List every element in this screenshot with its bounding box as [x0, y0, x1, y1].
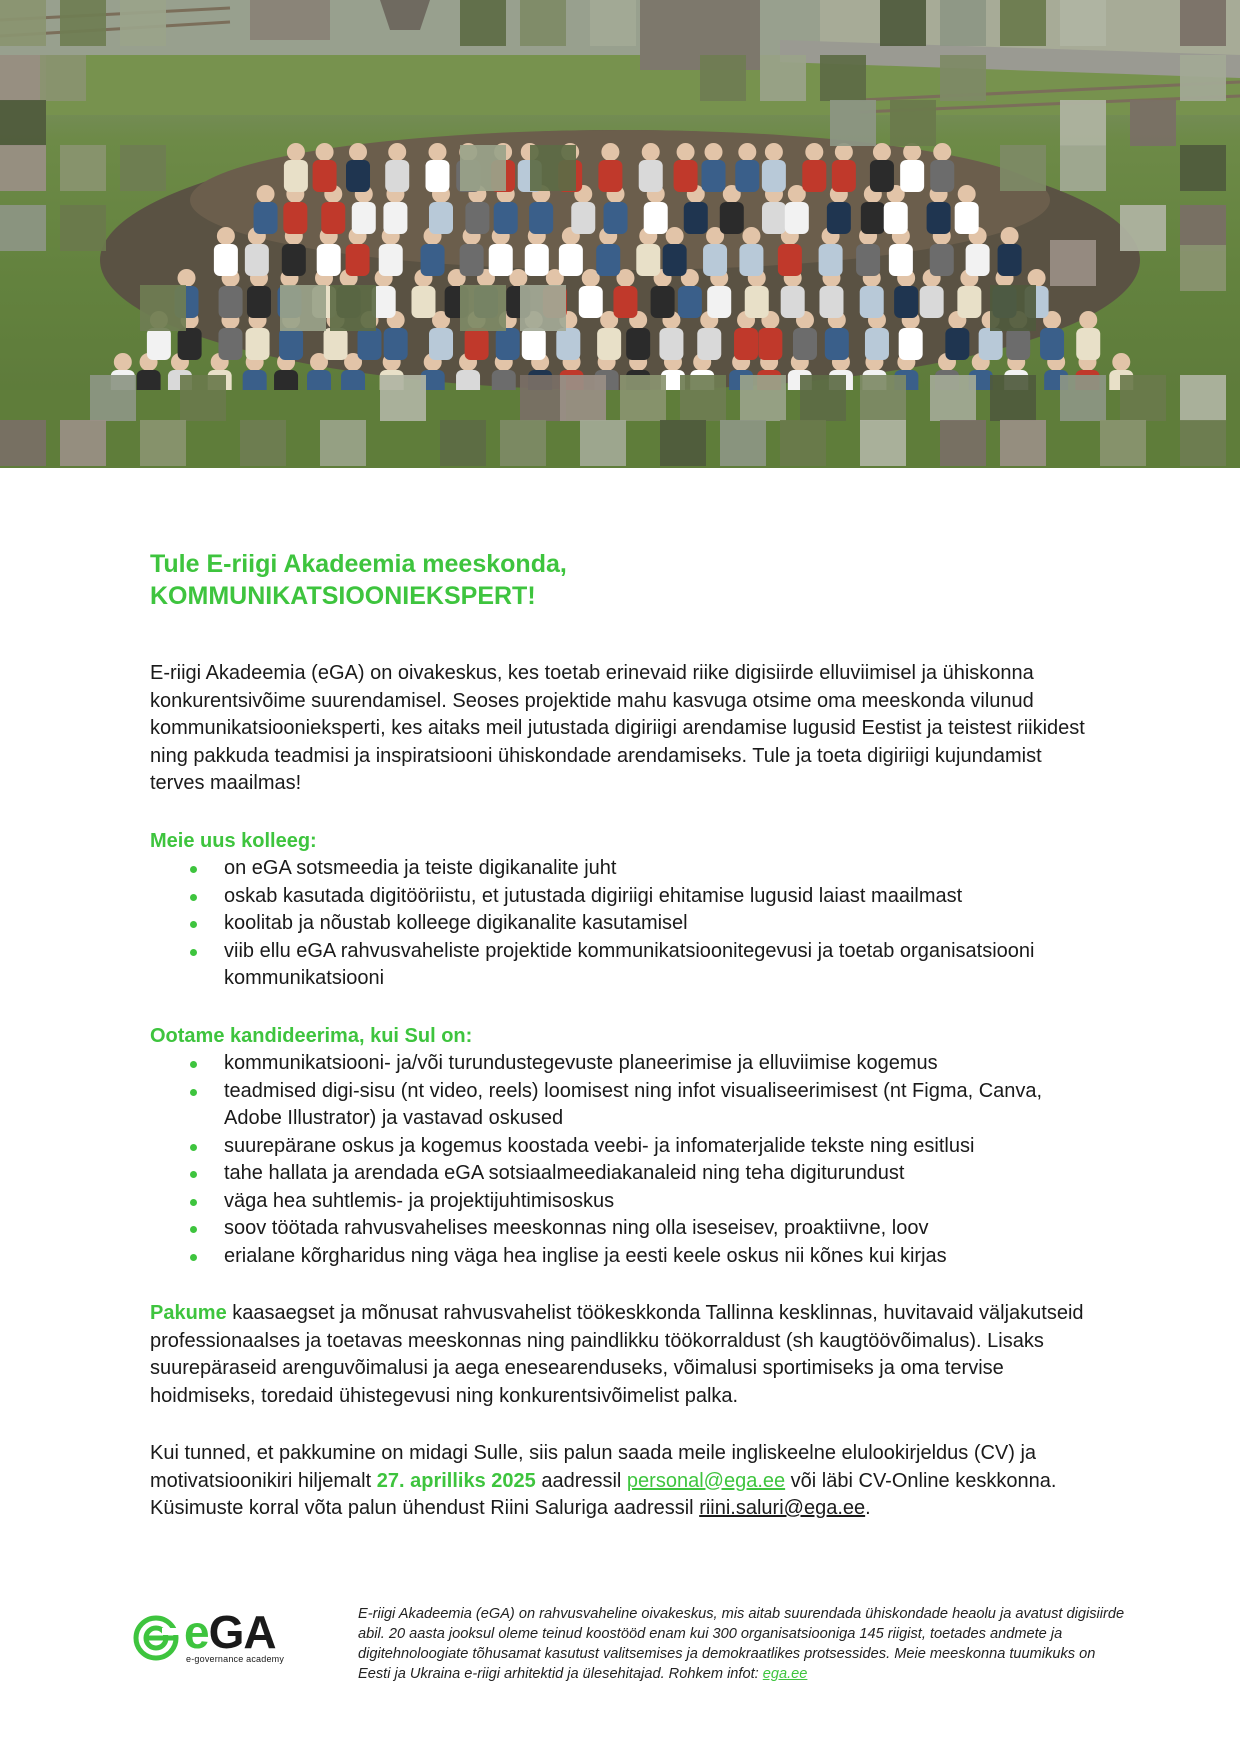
apply-paragraph	[150, 1440, 1100, 1523]
apply-text-2: aadressil	[535, 1469, 627, 1492]
list-item: tahe hallata ja arendada eGA sotsiaalmeediakanaleid ning teha digiturundust	[150, 1160, 1100, 1188]
title-line-2: KOMMUNIKATSIOONIEKSPERT!	[150, 582, 536, 610]
footer-text: E-riigi Akadeemia (eGA) on rahvusvaheline oivakeskus, mis aitab suurendada ühiskondade heaolu ja avatust digisiirde abil. 20 aasta jooksul oleme teinud koostööd enam kui 300 organisatsiooniga 145 riigist, toetades andmete ja digitehnoloogiate tõhusamat kasutust valitsemises ja demokraatlikes protsessides. Meie meeskonna tuumikuks on Eesti ja Ukraina e-riigi arhitektid ja ülesehitajad. Rohkem infot:	[358, 1606, 1125, 1682]
list-item: oskab kasutada digitööriistu, et jutustada digiriigi ehitamise lugusid laiast maailmast	[150, 883, 1100, 911]
hero-photo	[0, 0, 1240, 468]
ega-logo-icon	[132, 1614, 180, 1662]
apply-text-1: Kui tunned, et pakkumine on midagi Sulle, siis palun saada meile ingliskeelne elulookirjeldus (CV) ja motivatsioonikiri hiljemalt	[150, 1442, 1037, 1492]
footer-about	[358, 1604, 1128, 1684]
logo-subtitle: e-governance academy	[186, 1654, 285, 1664]
colleague-list	[150, 855, 1100, 993]
list-item: kommunikatsiooni- ja/või turundustegevuste planeerimise ja elluviimise kogemus	[150, 1050, 1100, 1078]
section-title: Ootame kandideerima, kui Sul on:	[150, 1024, 473, 1047]
deadline: 27. aprilliks 2025	[376, 1469, 536, 1492]
logo-wordmark: eGA	[184, 1606, 276, 1658]
apply-text-4: .	[865, 1497, 871, 1519]
list-item: koolitab ja nõustab kolleege digikanalite kasutamisel	[150, 910, 1100, 938]
section-new-colleague	[150, 828, 1100, 993]
list-item: väga hea suhtlemis- ja projektijuhtimisoskus	[150, 1188, 1100, 1216]
apply-text-3: või läbi CV-Online keskkonna. Küsimuste korral võta palun ühendust Riini Saluriga aadressil	[150, 1469, 1057, 1519]
team-photo-illustration	[0, 0, 1240, 468]
ega-logo	[132, 1606, 292, 1666]
list-item: teadmised digi-sisu (nt video, reels) loomisest ning infot visualiseerimisest (nt Figma, Canva, Adobe Illustrator) ja vastavad oskused	[150, 1078, 1100, 1133]
website-link[interactable]: ega.ee	[762, 1666, 808, 1682]
section-requirements	[150, 1023, 1100, 1271]
offer-paragraph	[150, 1300, 1100, 1410]
section-title: Meie uus kolleeg:	[150, 829, 317, 852]
intro-paragraph: E-riigi Akadeemia (eGA) on oivakeskus, kes toetab erinevaid riike digisiirde elluviimisel ja ühiskonna konkurentsivõime suurendamisel. Seoses projektide mahu kasvuga otsime oma meeskonda vilunud kommunikatsioonieksperti, kes aitaks meil jutustada digiriigi arendamise lugusid Eestist ja teistest riikidest ning pakkuda teadmisi ja inspiratsiooni ühiskondade arendamiseks. Tule ja toeta digiriigi kujundamist terves maailmas!	[150, 662, 1085, 794]
job-posting	[150, 548, 1100, 1523]
list-item: viib ellu eGA rahvusvaheliste projektide kommunikatsioonitegevusi ja toetab organisatsiooni kommunikatsiooni	[150, 938, 1100, 993]
page-title	[150, 548, 1100, 612]
offer-lead: Pakume	[150, 1302, 227, 1324]
email-link-personal[interactable]: personal@ega.ee	[626, 1469, 786, 1492]
list-item: on eGA sotsmeedia ja teiste digikanalite juht	[150, 855, 1100, 883]
list-item: soov töötada rahvusvahelises meeskonnas ning olla iseseisev, proaktiivne, loov	[150, 1215, 1100, 1243]
list-item: suurepärane oskus ja kogemus koostada veebi- ja infomaterjalide tekste ning esitlusi	[150, 1133, 1100, 1161]
offer-text: kaasaegset ja mõnusat rahvusvahelist töökeskkonda Tallinna kesklinnas, huvitavaid väljakutseid professionaalses ja toetavas meeskonnas ning paindlikku töökorraldust (sh kaugtöövõimalus). Lisaks suurepäraseid arenguvõimalusi ja aega enesearenduseks, võimalusi sportimiseks ja oma tervise hoidmiseks, toredaid ühistegevusi ning konkurentsivõimelist palka.	[150, 1302, 1084, 1407]
email-link-contact[interactable]: riini.saluri@ega.ee	[699, 1497, 866, 1519]
list-item: erialane kõrgharidus ning väga hea inglise ja eesti keele oskus nii kõnes kui kirjas	[150, 1243, 1100, 1271]
requirements-list	[150, 1050, 1100, 1270]
title-line-1: Tule E-riigi Akadeemia meeskonda,	[150, 550, 567, 578]
